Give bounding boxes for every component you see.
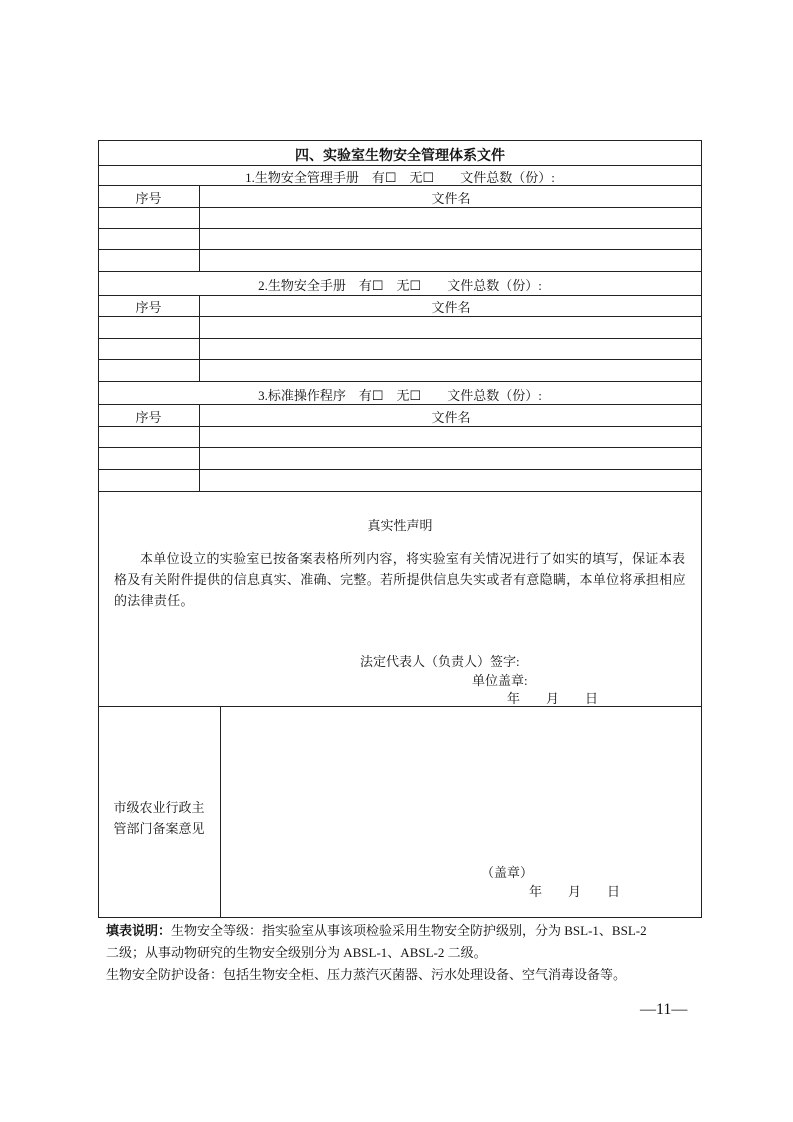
section-2-col-name: 文件名 — [431, 300, 471, 315]
column-divider — [199, 404, 200, 491]
declaration-date: 年 月 日 — [507, 691, 599, 706]
section-2-col-seq: 序号 — [135, 300, 162, 315]
approval-date: 年 月 日 — [529, 884, 621, 899]
table-row-line — [98, 228, 702, 229]
divider — [98, 165, 702, 166]
table-row-line — [98, 249, 702, 250]
table-row-line — [98, 491, 702, 492]
fill-instructions-line-2: 二级；从事动物研究的生物安全级别分为 ABSL-1、ABSL-2 二级。 — [106, 945, 487, 960]
declaration-body: 本单位设立的实验室已按备案表格所列内容，将实验室有关情况进行了如实的填写，保证本表格及有关附件提供的信息真实、准确、完整。若所提供信息失实或者有意隐瞒，本单位将承担相应的法律责任。 — [114, 551, 686, 608]
divider — [98, 185, 702, 186]
table-row-line — [98, 381, 702, 382]
page-number: —11— — [640, 1001, 688, 1018]
section-2-heading: 2.生物安全手册 有☐ 无☐ 文件总数（份）: — [258, 278, 542, 293]
table-row-line — [98, 359, 702, 360]
approval-seal: （盖章） — [481, 865, 534, 880]
section-3-heading: 3.标准操作程序 有☐ 无☐ 文件总数（份）: — [258, 388, 542, 403]
fill-instructions-line-3: 生物安全防护设备：包括生物安全柜、压力蒸汽灭菌器、污水处理设备、空气消毒设备等。 — [106, 967, 627, 982]
unit-seal-label: 单位盖章: — [472, 673, 528, 688]
column-divider — [220, 706, 221, 918]
divider — [98, 295, 702, 296]
table-row-line — [98, 469, 702, 470]
fill-instructions-label: 填表说明： — [106, 923, 172, 938]
column-divider — [199, 295, 200, 381]
section-title: 四、实验室生物安全管理体系文件 — [295, 149, 505, 164]
section-1-col-name: 文件名 — [431, 191, 471, 206]
section-3-col-name: 文件名 — [431, 410, 471, 425]
legal-rep-signature-label: 法定代表人（负责人）签字: — [360, 654, 520, 669]
declaration-title: 真实性声明 — [367, 518, 433, 533]
fill-instructions — [106, 920, 706, 986]
fill-instructions-line-1: 生物安全等级：指实验室从事该项检验采用生物安全防护级别，分为 BSL-1、BSL-2 — [171, 923, 647, 938]
approval-label-line-1: 市级农业行政主 — [113, 800, 205, 815]
divider — [98, 706, 702, 707]
section-3-col-seq: 序号 — [135, 410, 162, 425]
table-row-line — [98, 271, 702, 272]
column-divider — [199, 185, 200, 271]
table-row-line — [98, 316, 702, 317]
section-1-col-seq: 序号 — [135, 191, 162, 206]
table-row-line — [98, 447, 702, 448]
section-1-heading: 1.生物安全管理手册 有☐ 无☐ 文件总数（份）: — [245, 170, 555, 185]
table-row-line — [98, 338, 702, 339]
approval-label — [98, 797, 220, 839]
table-row-line — [98, 207, 702, 208]
divider — [98, 404, 702, 405]
table-row-line — [98, 426, 702, 427]
approval-label-line-2: 管部门备案意见 — [113, 821, 205, 836]
